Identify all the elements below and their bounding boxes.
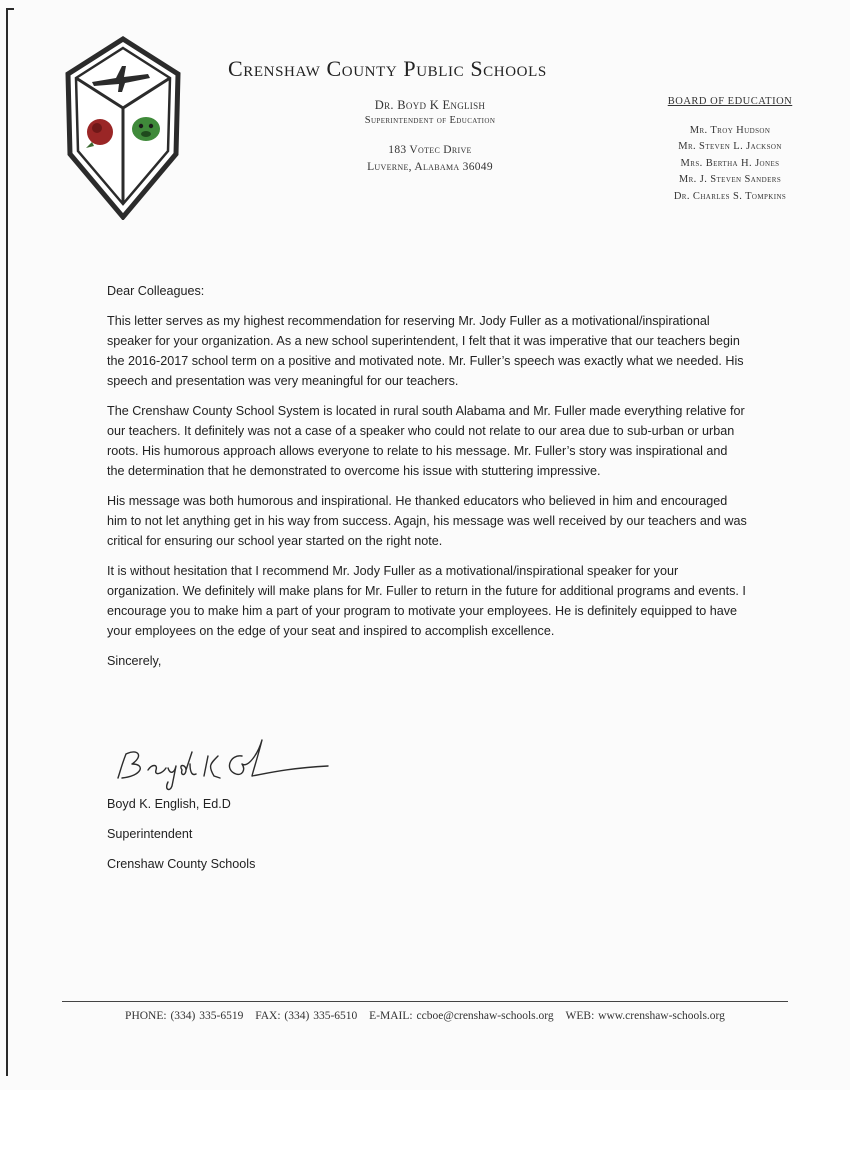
board-member: Mrs. Bertha H. Jones xyxy=(680,157,780,169)
board-member: Dr. Charles S. Tompkins xyxy=(673,190,787,202)
footer-contact xyxy=(62,1010,788,1022)
bulldog-icon xyxy=(132,117,160,141)
superintendent-title: Superintendent of Education xyxy=(364,115,496,126)
address-line: Luverne, Alabama 36049 xyxy=(367,161,493,173)
signer-name: Boyd K. English, Ed.D xyxy=(107,797,231,811)
footer-email: E-MAIL: ccboe@crenshaw-schools.org xyxy=(369,1010,554,1022)
scan-margin xyxy=(0,1090,850,1170)
body-paragraph: It is without hesitation that I recommend Mr. Jody Fuller as a motivational/inspirational speaker for your organization. We definitely will make plans for Mr. Fuller to return in the future for additional programs and events. I encourage you to make him a part of your program to motivate your employees. He is definitely equipped to have your employees on the edge of your seat and inspired to accomplish excellence. xyxy=(107,564,746,638)
body-paragraph: The Crenshaw County School System is located in rural south Alabama and Mr. Fuller made everything relative for our teachers. It definitely was not a case of a speaker who could not relate to our area due to sub-urban or urban roots. His humorous approach allows everyone to relate to his message. Mr. Fuller’s story was inspirational and the determination that he demonstrated to overcome his issue with stuttering impressive. xyxy=(107,404,745,478)
letter-body xyxy=(107,281,747,681)
board-member: Mr. J. Steven Sanders xyxy=(678,174,782,186)
board-member-list xyxy=(630,123,830,205)
body-paragraph: His message was both humorous and inspirational. He thanked educators who believed in him and encouraged him to not let anything get in his way from success. Agajn, his message was well received by our teachers and was critical for ensuring our school year started on the right note. xyxy=(107,494,747,548)
superintendent-name: Dr. Boyd K English xyxy=(374,98,486,112)
scan-edge-line xyxy=(6,8,8,1076)
footer-web: WEB: www.crenshaw-schools.org xyxy=(565,1010,725,1022)
signature-block xyxy=(107,794,255,884)
board-title: BOARD OF EDUCATION xyxy=(667,96,793,107)
footer-divider xyxy=(62,1001,788,1002)
footer-phone: PHONE: (334) 335-6519 xyxy=(125,1010,244,1022)
board-of-education xyxy=(630,96,830,205)
handwritten-signature xyxy=(112,734,342,794)
mailing-address xyxy=(300,142,560,176)
superintendent-block xyxy=(300,98,560,176)
address-line: 183 Votec Drive xyxy=(388,144,472,156)
signer-organization: Crenshaw County Schools xyxy=(107,857,256,871)
scan-edge-corner xyxy=(6,8,14,10)
board-member: Mr. Steven L. Jackson xyxy=(678,141,782,153)
footer-fax: FAX: (334) 335-6510 xyxy=(255,1010,358,1022)
body-paragraph: This letter serves as my highest recommendation for reserving Mr. Jody Fuller as a motivational/inspirational speaker for your organization. As a new school superintendent, I felt that it was imperative that our teachers begin the 2016-2017 school term on a positive and motivated note. Mr. Fuller’s speech was exactly what we needed. His speech and presentation was very meaningful for our teachers. xyxy=(107,314,744,388)
school-crest-logo xyxy=(64,36,182,220)
closing: Sincerely, xyxy=(107,654,162,668)
signer-title: Superintendent xyxy=(107,827,193,841)
board-member: Mr. Troy Hudson xyxy=(689,125,771,136)
salutation: Dear Colleagues: xyxy=(107,284,205,298)
school-name: Crenshaw County Public Schools xyxy=(228,56,547,81)
